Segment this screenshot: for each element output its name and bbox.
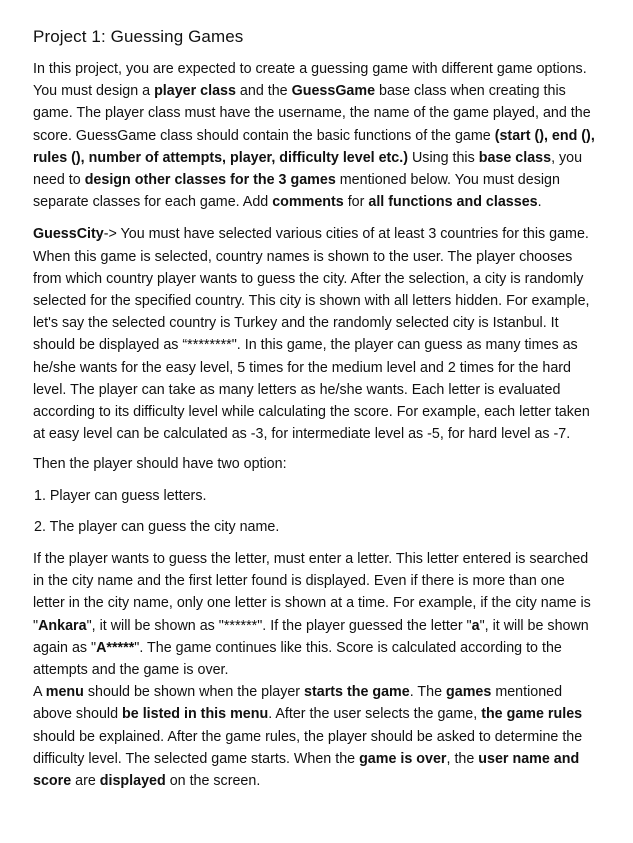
bold-text-run: game is over [359,750,447,767]
bold-text-run: GuessGame [291,83,376,100]
bold-text-run: design other classes for the 3 games [84,172,336,189]
text-run: mentioned below. You must design separate classes for each game. Add [33,172,560,211]
text-run: Using this [408,149,479,166]
letter-guess-paragraph [33,548,599,681]
bold-text-run: be listed in this menu [122,706,269,723]
bold-text-run: base class [478,149,552,166]
text-run: ". The game continues like this. Score is calculated according to the attempts and the game is over. [33,639,562,679]
bold-text-run: player class [154,83,236,100]
bold-text-run: starts the game [304,684,410,701]
bold-text-run: (start (), end (), rules (), number of attempts, player, difficulty level etc.) [33,127,595,166]
bold-text-run: displayed [99,773,166,790]
bold-text-run: menu [45,684,84,701]
options-intro-text: Then the player should have two option: [33,456,287,473]
bold-text-run: Ankara [38,617,87,634]
text-run: mentioned above should [33,684,563,723]
page-title: Project 1: Guessing Games [33,27,244,46]
text-run: ", it will be shown again as " [33,617,589,656]
menu-paragraph [33,681,599,792]
bold-text-run: all functions and classes [368,194,538,211]
text-run: If the player wants to guess the letter, must enter a letter. This letter entered is searched in the city name and the first letter found is displayed. Even if there is more than one letter in the city name, only one letter is shown at a time. For example, if the city name is " [33,551,591,634]
option-guess-letters: 1. Player can guess letters. [34,487,207,504]
text-run: on the screen. [165,773,261,790]
text-run: , you need to [33,149,583,189]
bold-text-run: user name and score [33,750,580,790]
bold-text-run: a [471,617,480,634]
text-run: should be shown when the player [83,684,305,701]
text-run: -> You must have selected various cities of at least 3 countries for this game. When this game is selected, country names is shown to the user. The player chooses from which country player wants to guess the city. After the selection, a city is randomly selected for the specified country. This city is shown with all letters hidden. For example, let's say the selected country is Turkey and the randomly selected city is Istanbul. It should be displayed as “********". In this game, the player can guess as many times as he/she wants for the easy level, 5 times for the medium level and 2 times for the hard level. The player can take as many letters as he/she wants. Each letter is evaluated according to its difficulty level while calculating the score. For example, each letter taken at easy level can be calculated as -3, for intermediate level as -5, for hard level as -7. [33,226,590,443]
text-run: . After the user selects the game, [268,706,482,723]
text-run: should be explained. After the game rules, the player should be asked to determine the difficulty level. The selected game starts. When the [33,728,583,767]
bold-text-run: games [446,684,492,701]
text-run: In this project, you are expected to create a guessing game with different game options. You must design a [33,61,587,100]
intro-paragraph [33,58,599,213]
bold-text-run: comments [272,194,344,211]
text-run: . [537,194,542,211]
bold-text-run: A***** [96,639,135,656]
option-guess-city-name: 2. The player can guess the city name. [34,518,280,535]
bold-text-run: the game rules [481,706,583,723]
text-run: A [33,684,46,701]
text-run: . The [409,684,447,701]
text-run: base class when creating this game. The player class must have the username, the name of the game played, and the score. GuessGame class should contain the basic functions of the game [33,83,591,144]
bold-text-run: GuessCity [33,226,104,243]
text-run: and the [235,83,292,100]
text-run: are [71,773,100,790]
text-run: for [343,194,369,211]
text-run: ", it will be shown as "******". If the player guessed the letter " [86,617,472,634]
guesscity-paragraph [33,223,599,445]
text-run: , the [446,750,479,767]
